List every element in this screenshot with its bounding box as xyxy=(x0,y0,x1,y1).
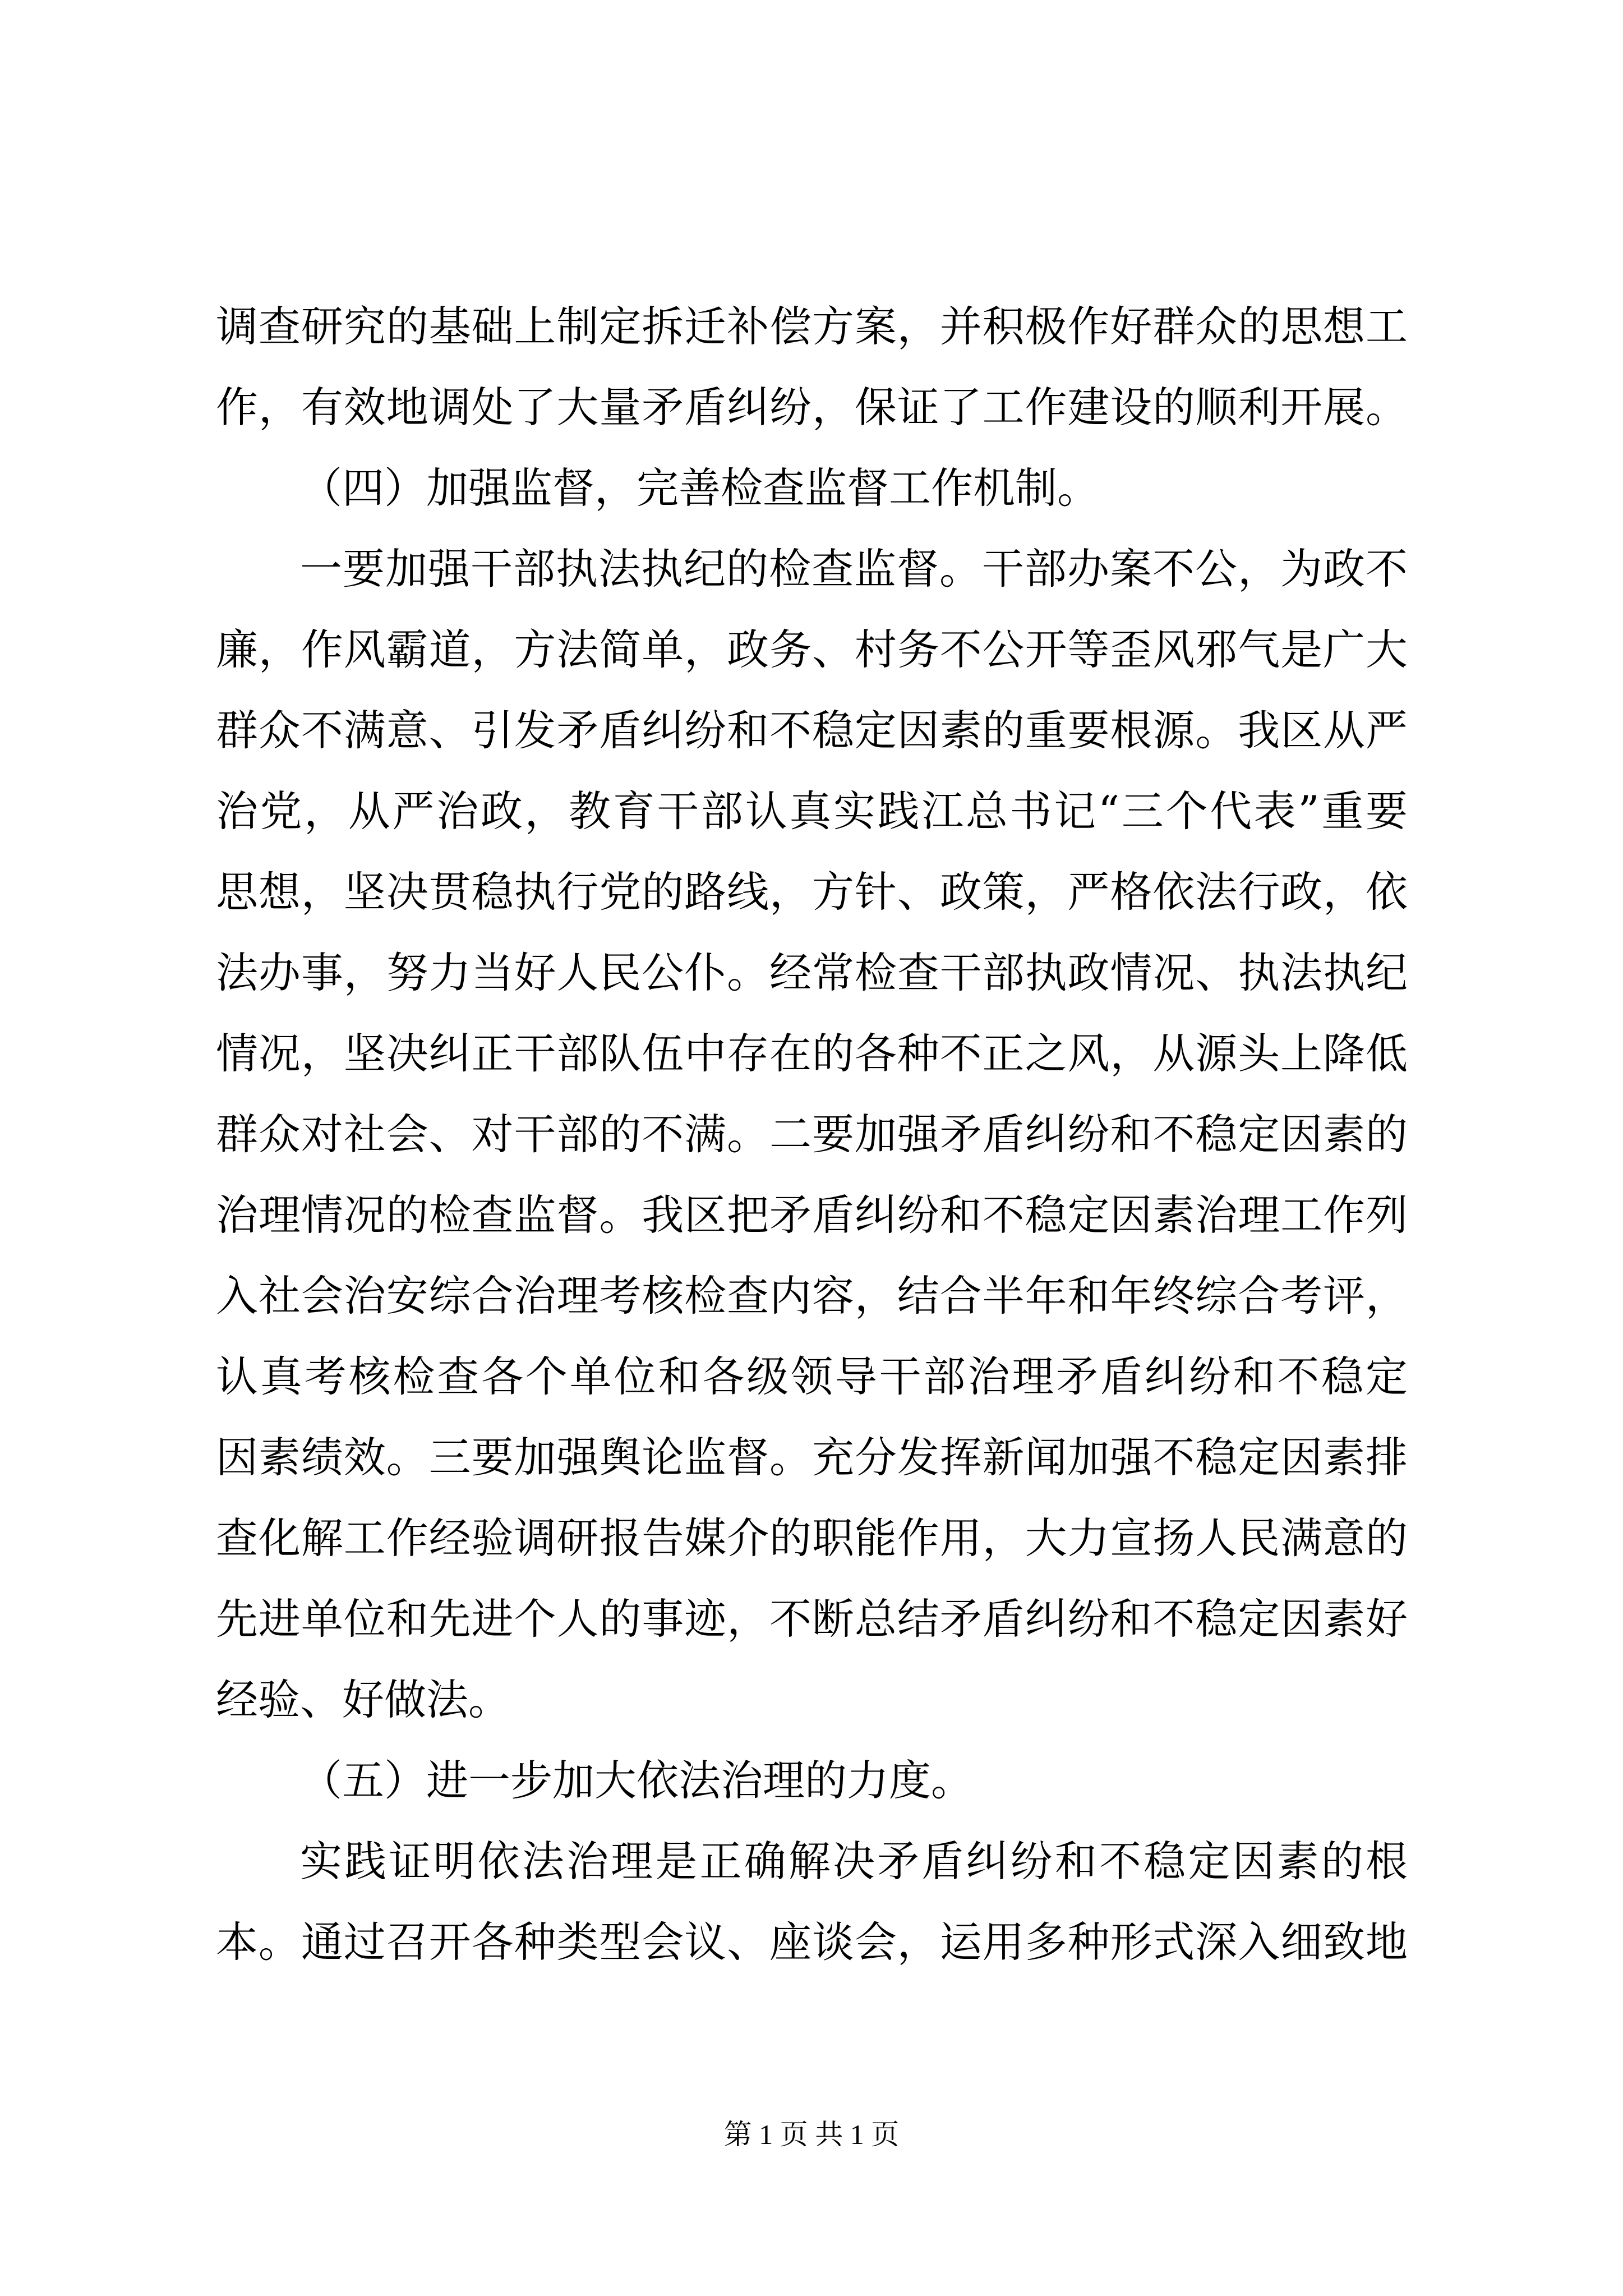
page-footer: 第 1 页 共 1 页 xyxy=(723,2119,900,2150)
text-line: 调查研究的基础上制定拆迁补偿方案，并积极作好群众的思想工 xyxy=(216,302,1408,351)
text-line: 入社会治安综合治理考核检查内容，结合半年和年终综合考评， xyxy=(216,1271,1408,1320)
text-line: 本。通过召开各种类型会议、座谈会，运用多种形式深入细致地 xyxy=(216,1917,1408,1967)
text-line: 情况，坚决纠正干部队伍中存在的各种不正之风，从源头上降低 xyxy=(216,1029,1408,1078)
text-line: 认真考核检查各个单位和各级领导干部治理矛盾纠纷和不稳定 xyxy=(216,1352,1408,1401)
text-line: 一要加强干部执法执纪的检查监督。干部办案不公，为政不 xyxy=(300,544,1408,593)
text-line: 廉，作风霸道，方法简单，政务、村务不公开等歪风邪气是广大 xyxy=(216,625,1408,674)
text-line: 法办事，努力当好人民公仆。经常检查干部执政情况、执法执纪 xyxy=(216,948,1408,997)
text-line: 思想，坚决贯稳执行党的路线，方针、政策，严格依法行政，依 xyxy=(216,867,1408,917)
text-line: 作，有效地调处了大量矛盾纠纷，保证了工作建设的顺利开展。 xyxy=(216,383,1408,432)
text-line: 先进单位和先进个人的事迹，不断总结矛盾纠纷和不稳定因素好 xyxy=(216,1594,1408,1644)
text-line: 群众不满意、引发矛盾纠纷和不稳定因素的重要根源。我区从严 xyxy=(216,706,1408,755)
text-line: （四）加强监督，完善检查监督工作机制。 xyxy=(300,463,1100,513)
text-line: 治理情况的检查监督。我区把矛盾纠纷和不稳定因素治理工作列 xyxy=(216,1190,1408,1240)
text-line: （五）进一步加大依法治理的力度。 xyxy=(300,1756,974,1805)
text-line: 查化解工作经验调研报告媒介的职能作用，大力宣扬人民满意的 xyxy=(216,1513,1408,1563)
text-line: 治党，从严治政，教育干部认真实践江总书记“三个代表”重要 xyxy=(216,786,1408,836)
text-line: 经验、好做法。 xyxy=(216,1675,511,1724)
document-body xyxy=(216,286,1408,1982)
text-line: 因素绩效。三要加强舆论监督。充分发挥新闻加强不稳定因素排 xyxy=(216,1433,1408,1482)
text-line: 实践证明依法治理是正确解决矛盾纠纷和不稳定因素的根 xyxy=(300,1837,1408,1886)
text-line: 群众对社会、对干部的不满。二要加强矛盾纠纷和不稳定因素的 xyxy=(216,1110,1408,1159)
